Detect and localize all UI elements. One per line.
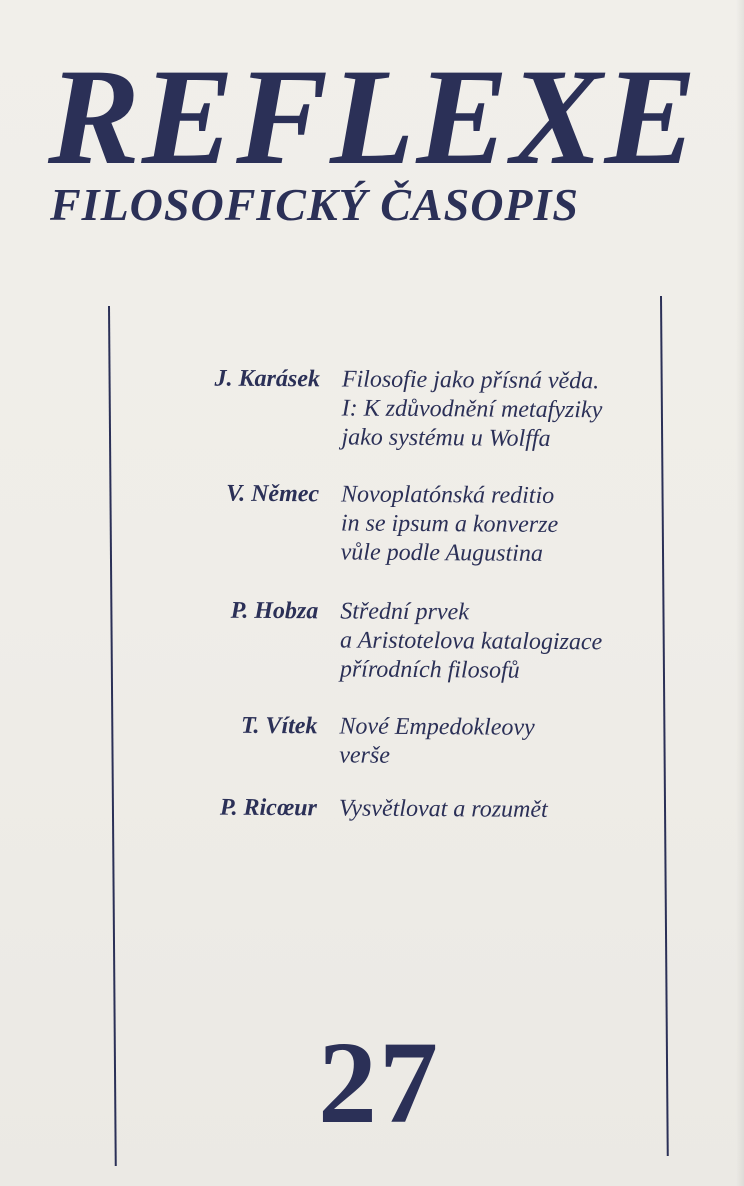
toc-article-line: Střední prvek [340, 598, 469, 626]
journal-subtitle: FILOSOFICKÝ ČASOPIS [50, 179, 579, 230]
toc-article-line: přírodních filosofů [339, 656, 520, 684]
toc-author: T. Vítek [240, 712, 318, 740]
toc-article-title [341, 365, 660, 454]
toc-article-line: Filosofie jako přísná věda. [341, 366, 600, 395]
toc-article-title [339, 794, 657, 825]
toc-article-line: Vysvětlovat a rozumět [338, 795, 548, 823]
toc-entry [127, 793, 657, 826]
toc-article-title [341, 480, 660, 569]
issue-number: 27 [318, 1017, 440, 1148]
left-vertical-rule [108, 306, 117, 1166]
toc-author: P. Hobza [230, 597, 319, 625]
toc-author: V. Němec [226, 480, 320, 508]
table-of-contents [127, 364, 660, 826]
toc-entry [128, 596, 659, 687]
toc-author: P. Ricœur [219, 794, 317, 822]
toc-article-line: vůle podle Augustina [340, 539, 543, 567]
toc-article-line: a Aristotelova katalogizace [339, 627, 603, 656]
journal-title: REFLEXE [48, 40, 699, 193]
toc-entry [127, 711, 657, 773]
toc-article-line: I: K zdůvodnění metafyziky [341, 395, 603, 424]
toc-article-line: Nové Empedokleovy [339, 713, 535, 741]
toc-author: J. Karásek [214, 365, 320, 393]
toc-article-line: jako systému u Wolffa [341, 424, 551, 452]
toc-article-title [339, 712, 657, 772]
toc-entry [129, 479, 660, 570]
right-vertical-rule [660, 296, 669, 1156]
toc-article-line: in se ipsum a konverze [340, 510, 559, 538]
toc-entry [129, 364, 660, 455]
toc-article-title [340, 597, 659, 686]
toc-article-line: verše [339, 742, 391, 769]
toc-article-line: Novoplatónská reditio [341, 481, 555, 509]
